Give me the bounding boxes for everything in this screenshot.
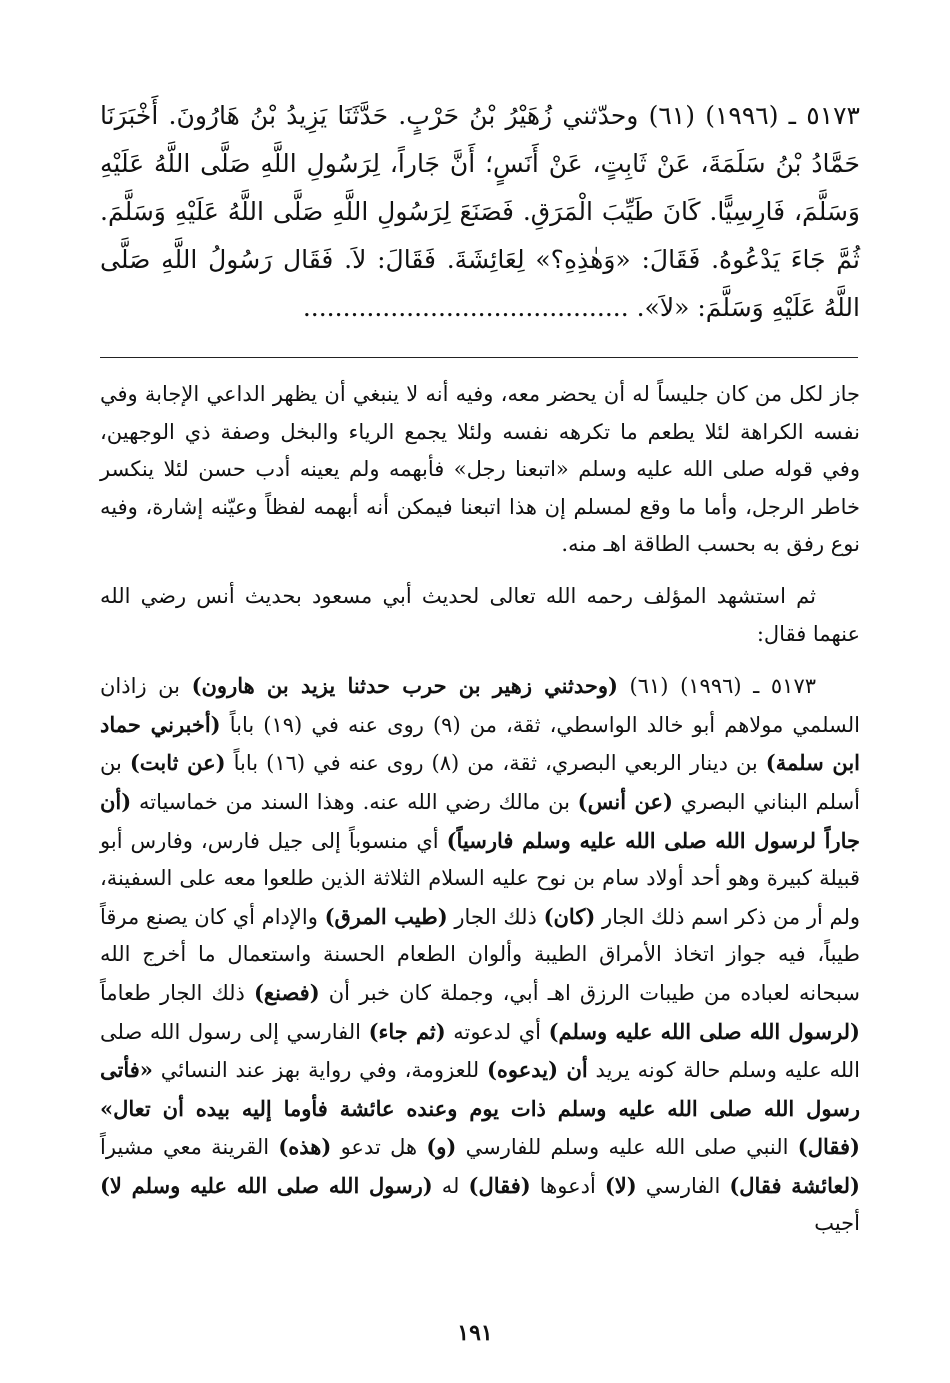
commentary-text: ذلك الجار طعاماً	[100, 980, 254, 1005]
commentary-text: والإدام أي كان يصنع مرقاً طيباً، فيه جواز اتخاذ الأمراق الطيبة وألوان الطعام الحسنة واستعمال ما أخرج الله سبحانه لعباده من طيبات الرزق اهـ أبي، وجملة كان خبر أن	[100, 904, 860, 1005]
hadith-text-block	[100, 92, 860, 332]
commentary-bold-text: (ثم جاء)	[368, 1018, 446, 1044]
commentary-text: له	[432, 1173, 469, 1198]
commentary-bold-text: «فأتى رسول الله صلى الله عليه وسلم ذات يوم وعنده عائشة فأوما إليه بيده أن تعال»	[100, 1057, 860, 1121]
commentary-text: هل تدعو	[331, 1135, 427, 1160]
commentary-bold-text: (فصنع)	[254, 979, 320, 1005]
commentary-text: أي منسوباً إلى جيل فارس، وفارس أبو قبيلة كبيرة وهو أحد أولاد سام بن نوح عليه السلام الثلاثة الذين طلعوا معه على السفينة، ولم أر من ذكر اسم ذلك الجار	[100, 828, 861, 929]
hadith-paragraph: ٥١٧٣ ـ (١٩٩٦) (٦١) وحدّثني زُهَيْرُ بْنُ حَرْبٍ. حَدَّثَنَا يَزِيدُ بْنُ هَارُونَ. أَخْبَرَنَا حَمَّادُ بْنُ سَلَمَةَ، عَنْ ثَابِتٍ، عَنْ أَنَسٍ؛ أَنَّ جَاراً، لِرَسُولِ اللَّهِ صَلَّى اللَّهُ عَلَيْهِ وَسَلَّمَ، فَارِسِيًّا. كَانَ طَيِّبَ الْمَرَقِ. فَصَنَعَ لِرَسُولِ اللَّهِ صَلَّى اللَّهُ عَلَيْهِ وَسَلَّمَ. ثُمَّ جَاءَ يَدْعُوهُ. فَقَالَ: «وَهٰذِهِ؟» لِعَائِشَةَ. فَقَالَ: لاَ. فَقَال رَسُولُ اللَّهِ صَلَّى اللَّهُ عَلَيْهِ وَسَلَّمَ: «لاَ». .........................................	[100, 101, 860, 322]
commentary-text: أي لدعوته	[445, 1019, 549, 1044]
commentary-paragraph-1: جاز لكل من كان جليساً له أن يحضر معه، وفيه أنه لا ينبغي أن يظهر الداعي الإجابة وفي نفسه الكراهة لئلا يطعم ما تكرهه نفسه ولئلا يجمع الرياء والبخل وصفة ذي الوجهين، وفي قوله صلى الله عليه وسلم «اتبعنا رجل» فأبهمه ولم يعينه أدب حسن لئلا ينكسر خاطر الرجل، وأما ما وقع لمسلم إن هذا اتبعنا فيمكن أنه أبهمه لفظاً وعيّنه إشارة، وفيه نوع رفق به بحسب الطاقة اهـ منه.	[100, 382, 860, 557]
commentary-paragraph-2: ثم استشهد المؤلف رحمه الله تعالى لحديث أبي مسعود بحديث أنس رضي الله عنهما فقال:	[100, 583, 860, 646]
commentary-bold-text: (لعائشة فقال)	[729, 1172, 860, 1198]
section-divider	[100, 357, 858, 358]
commentary-bold-text: أن (يدعوه)	[486, 1057, 588, 1083]
commentary-bold-text: (رسول الله صلى الله عليه وسلم لا)	[100, 1172, 433, 1198]
commentary-text: بن أسلم البناني البصري	[100, 751, 860, 814]
page-number: ١٩١	[457, 1320, 493, 1346]
commentary-text: القرينة معي مشيراً	[100, 1135, 279, 1160]
commentary-text: أدعوها	[530, 1173, 605, 1198]
commentary-bold-text: (هذه)	[278, 1134, 332, 1160]
commentary-text: الفارسي	[636, 1173, 730, 1198]
commentary-text: أجيب	[814, 1211, 860, 1236]
commentary-bold-text: (فقال)	[797, 1134, 860, 1160]
commentary-bold-text: (عن ثابت)	[129, 750, 226, 776]
commentary-bold-text: (فقال)	[468, 1172, 531, 1198]
commentary-block	[100, 376, 860, 1243]
commentary-text: الفارسي إلى رسول الله صلى الله عليه وسلم حالة كونه يريد	[100, 1019, 860, 1083]
commentary-bold-text: (طيب المرق)	[324, 903, 448, 929]
commentary-bold-text: (كان)	[543, 903, 596, 929]
commentary-text: بن مالك رضي الله عنه. وهذا السند من خماسياته	[131, 789, 578, 814]
commentary-bold-text: (لرسول الله صلى الله عليه وسلم)	[548, 1018, 860, 1044]
commentary-text: بن زاذان السلمي مولاهم أبو خالد الواسطي، ثقة، من (٩) روى عنه في (١٩) باباً	[100, 674, 860, 737]
commentary-bold-text: (أخبرني حماد ابن سلمة)	[100, 711, 860, 776]
commentary-bold-text: (لا)	[604, 1172, 637, 1198]
commentary-bold-text: (أن جاراً لرسول الله صلى الله عليه وسلم فارسياً)	[100, 788, 860, 853]
commentary-text: بن دينار الربعي البصري، ثقة، من (٨) روى عنه في (١٦) باباً	[225, 751, 766, 776]
commentary-text: للعزومة، وفي رواية بهز عند النسائي	[152, 1058, 487, 1083]
commentary-bold-text: (وحدثني زهير بن حرب حدثنا يزيد بن هارون)	[191, 673, 618, 699]
commentary-paragraph-3	[100, 667, 860, 1243]
commentary-bold-text: (عن أنس)	[577, 788, 673, 814]
commentary-text: النبي صلى الله عليه وسلم للفارسي	[456, 1135, 798, 1160]
commentary-text: ٥١٧٣ ـ (١٩٩٦) (٦١)	[617, 674, 817, 699]
commentary-text: ذلك الجار	[447, 904, 544, 929]
commentary-bold-text: (و)	[426, 1134, 457, 1160]
